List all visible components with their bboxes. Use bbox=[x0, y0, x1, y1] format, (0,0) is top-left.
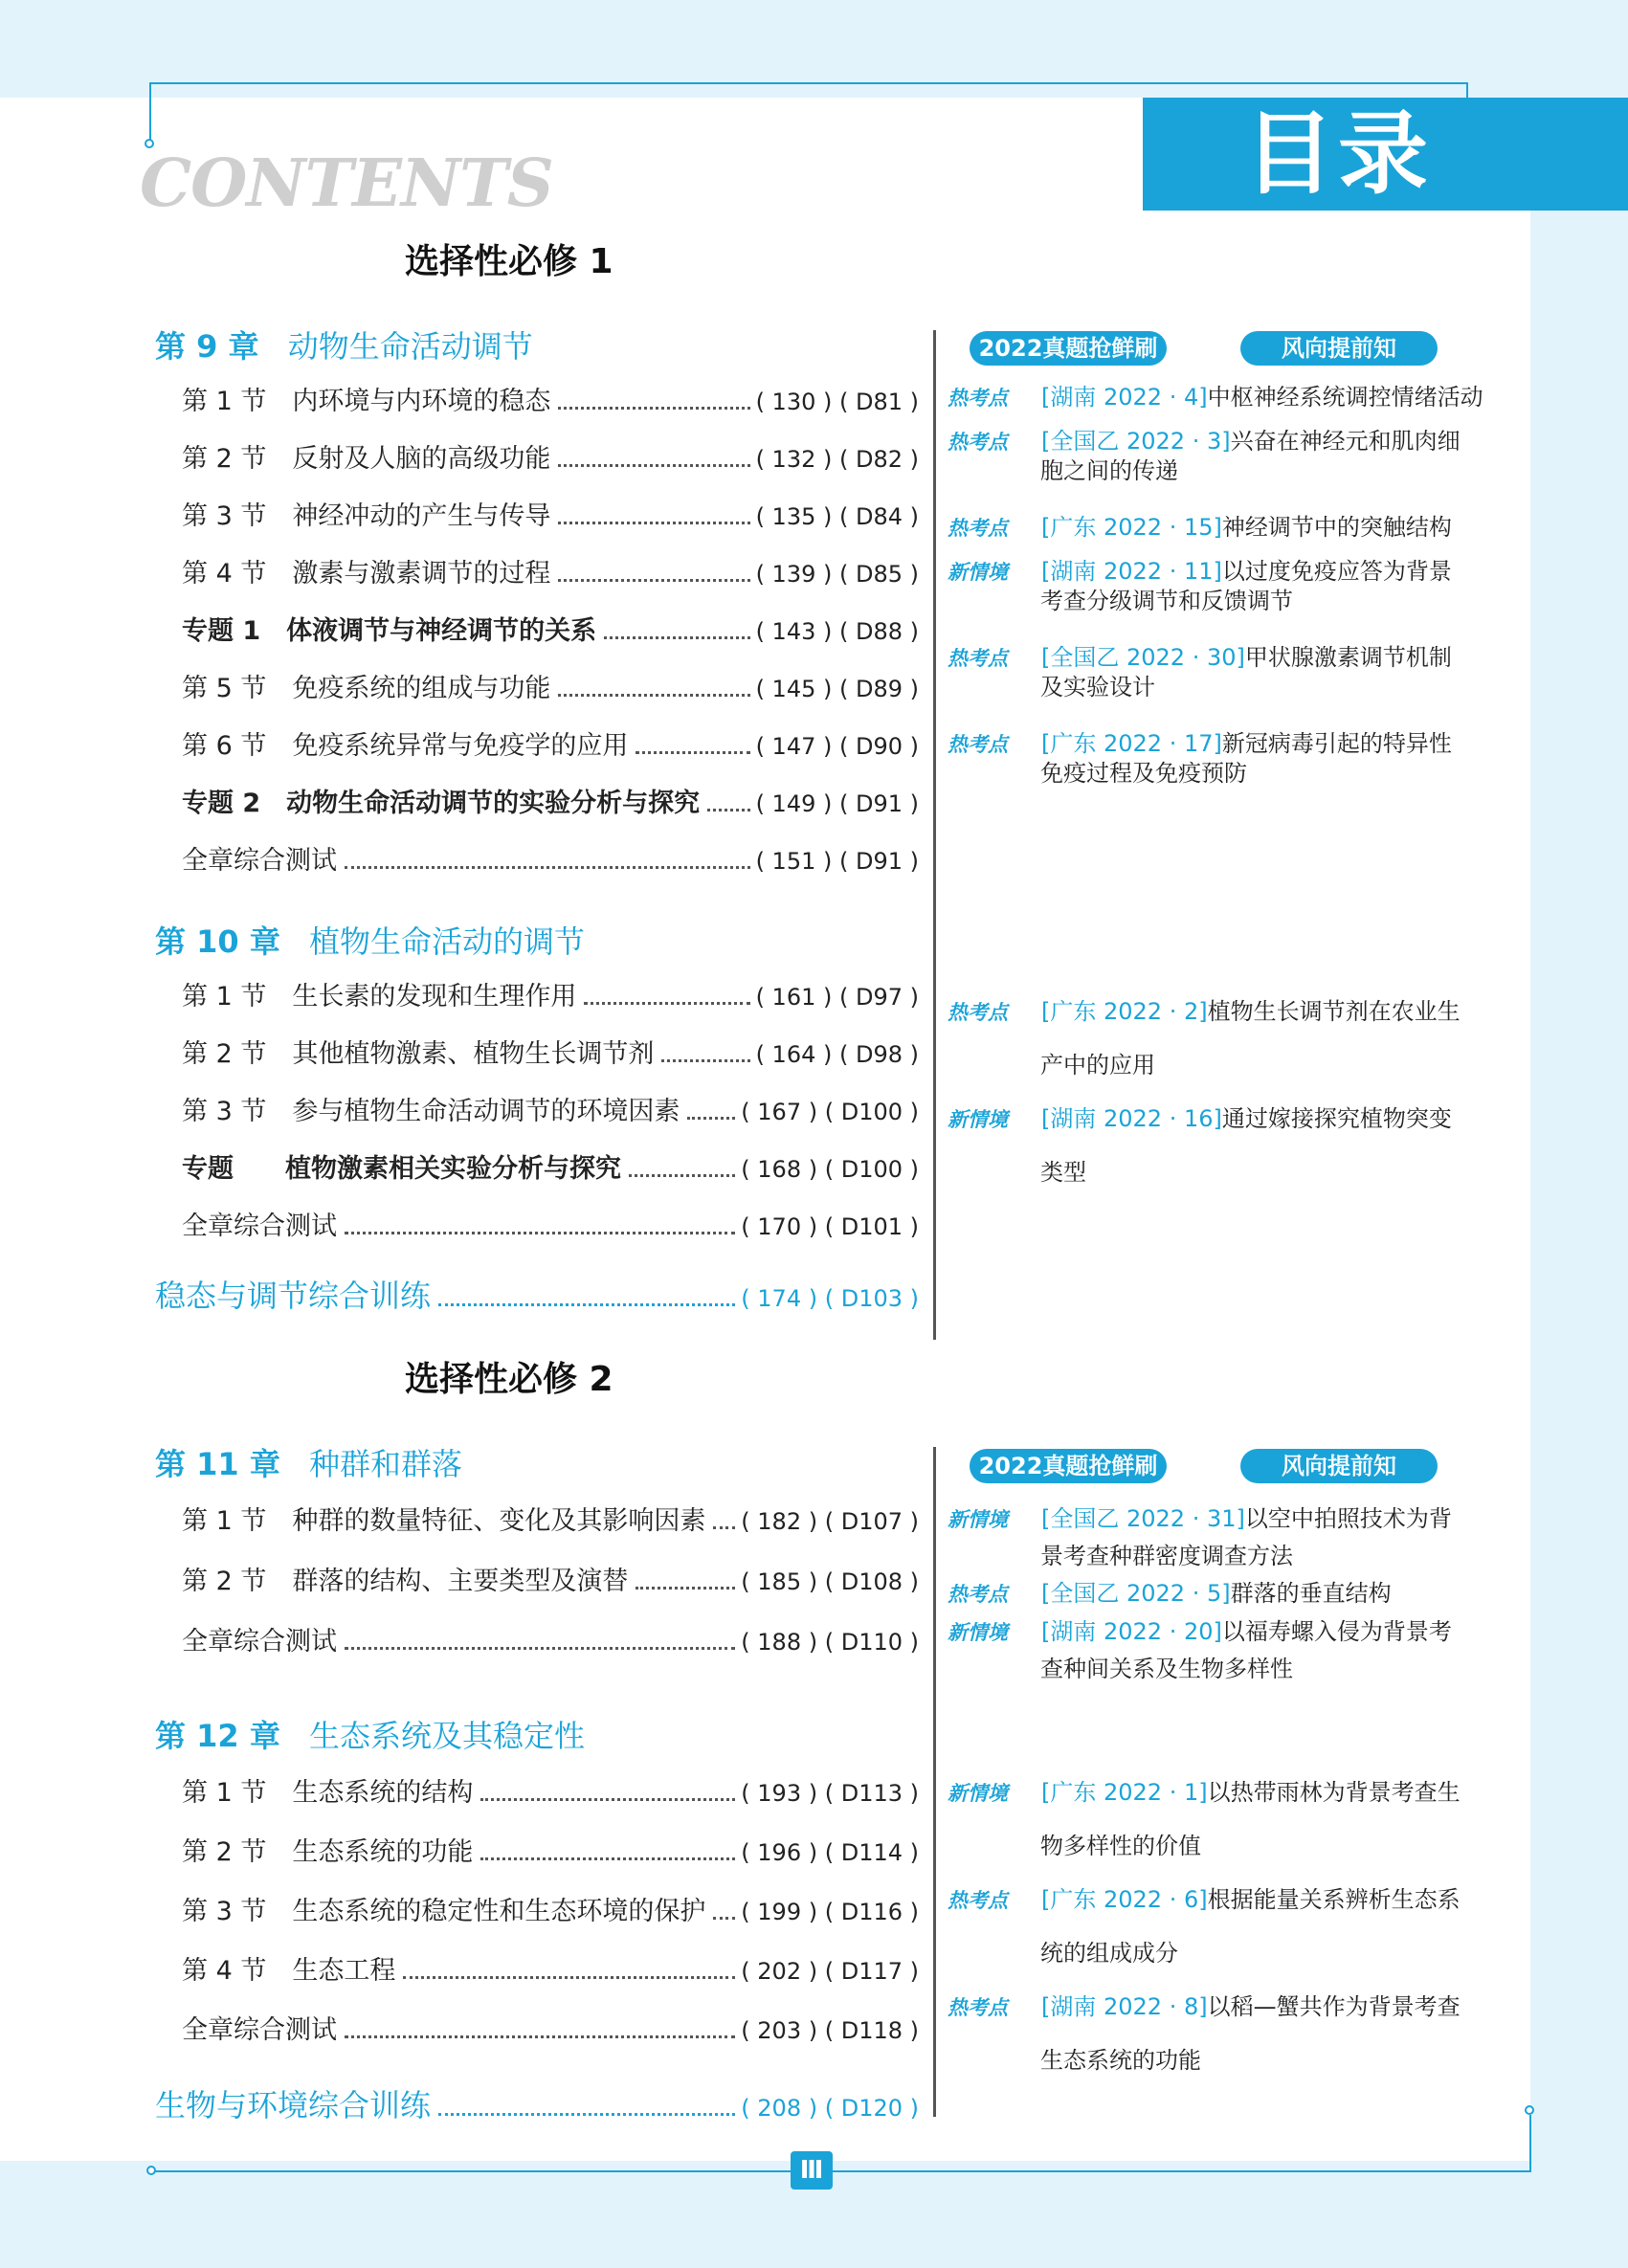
toc-entry[interactable]: 第 1 节 生态系统的结构 ( 193 ) ( D113 ) bbox=[182, 1778, 919, 1808]
dot-leader bbox=[636, 1587, 735, 1590]
section-heading: 选择性必修 2 bbox=[405, 1360, 613, 1399]
chapter-heading bbox=[155, 1445, 462, 1483]
chapter-heading bbox=[155, 923, 585, 961]
toc-entry[interactable]: 第 6 节 免疫系统异常与免疫学的应用 ( 147 ) ( D90 ) bbox=[182, 731, 919, 761]
note-item: 新情境 [全国乙 2022 · 31]以空中拍照技术为背 景考查种群密度调查方法 bbox=[948, 1501, 1503, 1575]
note-item: 热考点 [广东 2022 · 17]新冠病毒引起的特异性 免疫过程及免疫预防 bbox=[948, 730, 1452, 787]
toc-entry[interactable]: 第 4 节 生态工程 ( 202 ) ( D117 ) bbox=[182, 1956, 919, 1986]
toc-entry[interactable]: 第 5 节 免疫系统的组成与功能 ( 145 ) ( D89 ) bbox=[182, 674, 919, 703]
chapter-number: 第 9 章 bbox=[155, 328, 259, 365]
note-source: [全国乙 2022 · 3] bbox=[1041, 428, 1231, 455]
dot-leader bbox=[636, 751, 749, 754]
chapter-number: 第 12 章 bbox=[155, 1718, 280, 1754]
toc-entry[interactable]: 专题 1 体液调节与神经调节的关系 ( 143 ) ( D88 ) bbox=[182, 616, 919, 646]
dot-leader bbox=[438, 2113, 735, 2116]
note-source: [全国乙 2022 · 5] bbox=[1041, 1580, 1231, 1607]
chapter-title: 动物生命活动调节 bbox=[287, 328, 533, 365]
note-tag: 新情境 bbox=[948, 1508, 1008, 1531]
dot-leader bbox=[345, 1232, 735, 1234]
dot-leader bbox=[707, 809, 749, 812]
toc-entry[interactable]: 第 2 节 群落的结构、主要类型及演替 ( 185 ) ( D108 ) bbox=[182, 1567, 919, 1596]
note-item: 热考点 [全国乙 2022 · 5]群落的垂直结构 bbox=[948, 1575, 1503, 1613]
toc-entry[interactable]: 全章综合测试 ( 151 ) ( D91 ) bbox=[182, 846, 919, 876]
note-tag: 热考点 bbox=[948, 387, 1008, 410]
note-tag: 新情境 bbox=[948, 1108, 1008, 1131]
note-source: [湖南 2022 · 8] bbox=[1041, 1993, 1208, 2020]
toc-entry[interactable]: 全章综合测试 ( 170 ) ( D101 ) bbox=[182, 1212, 919, 1241]
note-item: 新情境 [湖南 2022 · 16]通过嫁接探究植物突变 类型 bbox=[948, 1093, 1503, 1200]
pill-label: 风向提前知 bbox=[1240, 1449, 1438, 1483]
chapter-title: 生态系统及其稳定性 bbox=[309, 1718, 586, 1754]
pill-label: 2022真题抢鲜刷 bbox=[970, 331, 1167, 366]
note-item: 热考点 [全国乙 2022 · 30]甲状腺激素调节机制 及实验设计 bbox=[948, 644, 1452, 700]
dot-leader bbox=[345, 866, 750, 869]
chapter-number: 第 11 章 bbox=[155, 1446, 280, 1482]
note-source: [广东 2022 · 1] bbox=[1041, 1779, 1208, 1806]
toc-entry[interactable]: 全章综合测试 ( 203 ) ( D118 ) bbox=[182, 2015, 919, 2045]
dot-leader bbox=[713, 1526, 735, 1529]
note-source: [广东 2022 · 15] bbox=[1041, 514, 1222, 541]
toc-entry[interactable]: 全章综合测试 ( 188 ) ( D110 ) bbox=[182, 1627, 919, 1657]
note-tag: 新情境 bbox=[948, 1621, 1008, 1644]
contents-watermark: CONTENTS bbox=[140, 145, 553, 222]
dot-leader bbox=[403, 1976, 735, 1979]
note-source: [广东 2022 · 6] bbox=[1041, 1886, 1208, 1913]
toc-entry[interactable]: 专题 植物激素相关实验分析与探究 ( 168 ) ( D100 ) bbox=[182, 1154, 919, 1184]
frame-line bbox=[149, 82, 1466, 84]
note-tag: 热考点 bbox=[948, 733, 1008, 756]
dot-leader bbox=[345, 1647, 735, 1650]
note-item: 新情境 [湖南 2022 · 20]以福寿螺入侵为背景考 查种间关系及生物多样性 bbox=[948, 1613, 1503, 1688]
note-tag: 热考点 bbox=[948, 1583, 1008, 1606]
toc-list bbox=[182, 1776, 919, 2073]
dot-leader bbox=[558, 579, 749, 582]
column-divider bbox=[933, 1447, 936, 2117]
dot-leader bbox=[713, 1917, 735, 1920]
note-item: 热考点 [广东 2022 · 15]神经调节中的突触结构 bbox=[948, 514, 1452, 541]
training-entry[interactable]: 生物与环境综合训练 ( 208 ) ( D120 ) bbox=[155, 2087, 919, 2123]
toc-entry[interactable]: 第 1 节 种群的数量特征、变化及其影响因素 ( 182 ) ( D107 ) bbox=[182, 1506, 919, 1536]
chapter-title: 种群和群落 bbox=[309, 1446, 463, 1482]
note-source: [湖南 2022 · 16] bbox=[1041, 1105, 1222, 1132]
note-tag: 热考点 bbox=[948, 431, 1008, 454]
notes-list bbox=[948, 1501, 1503, 1688]
toc-entry[interactable]: 第 4 节 激素与激素调节的过程 ( 139 ) ( D85 ) bbox=[182, 559, 919, 589]
notes-list bbox=[948, 986, 1503, 1200]
chapter-heading bbox=[155, 1717, 585, 1755]
toc-entry[interactable]: 第 1 节 内环境与内环境的稳态 ( 130 ) ( D81 ) bbox=[182, 387, 919, 416]
note-item: 新情境 [湖南 2022 · 11]以过度免疫应答为背景 考查分级调节和反馈调节 bbox=[948, 558, 1452, 614]
note-source: [湖南 2022 · 11] bbox=[1041, 558, 1222, 585]
dot-leader bbox=[480, 1857, 735, 1860]
section-heading: 选择性必修 1 bbox=[405, 242, 613, 281]
toc-entry[interactable]: 第 3 节 神经冲动的产生与传导 ( 135 ) ( D84 ) bbox=[182, 501, 919, 531]
dot-leader bbox=[558, 407, 749, 410]
toc-list bbox=[182, 385, 919, 901]
note-tag: 新情境 bbox=[948, 1782, 1008, 1805]
dot-leader bbox=[480, 1798, 735, 1801]
note-tag: 热考点 bbox=[948, 1889, 1008, 1912]
toc-entry[interactable]: 第 3 节 参与植物生命活动调节的环境因素 ( 167 ) ( D100 ) bbox=[182, 1097, 919, 1126]
note-item: 热考点 [广东 2022 · 2]植物生长调节剂在农业生 产中的应用 bbox=[948, 986, 1503, 1093]
frame-node-dot bbox=[146, 2166, 156, 2175]
dot-leader bbox=[584, 1002, 749, 1005]
frame-node-dot bbox=[1525, 2105, 1534, 2115]
note-item: 热考点 [湖南 2022 · 8]以稻—蟹共作为背景考查 生态系统的功能 bbox=[948, 1981, 1503, 2088]
note-tag: 热考点 bbox=[948, 647, 1008, 670]
dot-leader bbox=[345, 2035, 735, 2038]
pill-label: 2022真题抢鲜刷 bbox=[970, 1449, 1167, 1483]
toc-entry[interactable]: 专题 2 动物生命活动调节的实验分析与探究 ( 149 ) ( D91 ) bbox=[182, 789, 919, 818]
note-tag: 新情境 bbox=[948, 561, 1008, 584]
chapter-heading bbox=[155, 327, 533, 366]
dot-leader bbox=[629, 1174, 735, 1177]
dot-leader bbox=[687, 1117, 735, 1120]
dot-leader bbox=[558, 694, 749, 697]
dot-leader bbox=[558, 522, 749, 524]
note-source: [湖南 2022 · 20] bbox=[1041, 1618, 1222, 1645]
page-number: Ⅲ bbox=[791, 2151, 833, 2190]
column-divider bbox=[933, 330, 936, 1340]
dot-leader bbox=[661, 1059, 749, 1062]
note-source: [湖南 2022 · 4] bbox=[1041, 384, 1208, 411]
dot-leader bbox=[604, 636, 749, 639]
note-tag: 热考点 bbox=[948, 1001, 1008, 1024]
page-title: 目录 bbox=[1244, 102, 1433, 207]
note-tag: 热考点 bbox=[948, 1996, 1008, 2019]
dot-leader bbox=[438, 1303, 735, 1306]
note-item: 热考点 [广东 2022 · 6]根据能量关系辨析生态系 统的组成成分 bbox=[948, 1874, 1503, 1981]
training-entry[interactable]: 稳态与调节综合训练 ( 174 ) ( D103 ) bbox=[155, 1278, 919, 1314]
toc-entry[interactable]: 第 1 节 生长素的发现和生理作用 ( 161 ) ( D97 ) bbox=[182, 982, 919, 1012]
chapter-title: 植物生命活动的调节 bbox=[309, 923, 586, 960]
frame-line bbox=[151, 2170, 1529, 2172]
notes-list bbox=[948, 383, 1503, 815]
note-source: [全国乙 2022 · 30] bbox=[1041, 644, 1245, 671]
frame-line bbox=[149, 82, 151, 144]
note-tag: 热考点 bbox=[948, 517, 1008, 540]
toc-entry[interactable]: 第 2 节 其他植物激素、植物生长调节剂 ( 164 ) ( D98 ) bbox=[182, 1039, 919, 1069]
note-item: 热考点 [湖南 2022 · 4]中枢神经系统调控情绪活动 bbox=[948, 384, 1483, 411]
note-source: [广东 2022 · 2] bbox=[1041, 998, 1208, 1025]
notes-list bbox=[948, 1767, 1503, 2088]
toc-list bbox=[182, 980, 919, 1267]
note-item: 热考点 [全国乙 2022 · 3]兴奋在神经元和肌肉细 胞之间的传递 bbox=[948, 428, 1461, 484]
toc-entry[interactable]: 第 3 节 生态系统的稳定性和生态环境的保护 ( 199 ) ( D116 ) bbox=[182, 1897, 919, 1926]
dot-leader bbox=[558, 464, 749, 467]
toc-list bbox=[182, 1504, 919, 1685]
note-source: [广东 2022 · 17] bbox=[1041, 730, 1222, 757]
toc-entry[interactable]: 第 2 节 反射及人脑的高级功能 ( 132 ) ( D82 ) bbox=[182, 444, 919, 474]
note-source: [全国乙 2022 · 31] bbox=[1041, 1505, 1245, 1532]
note-item: 新情境 [广东 2022 · 1]以热带雨林为背景考查生 物多样性的价值 bbox=[948, 1767, 1503, 1874]
toc-entry[interactable]: 第 2 节 生态系统的功能 ( 196 ) ( D114 ) bbox=[182, 1837, 919, 1867]
frame-line bbox=[1529, 2115, 1531, 2172]
chapter-number: 第 10 章 bbox=[155, 923, 280, 960]
pill-label: 风向提前知 bbox=[1240, 331, 1438, 366]
